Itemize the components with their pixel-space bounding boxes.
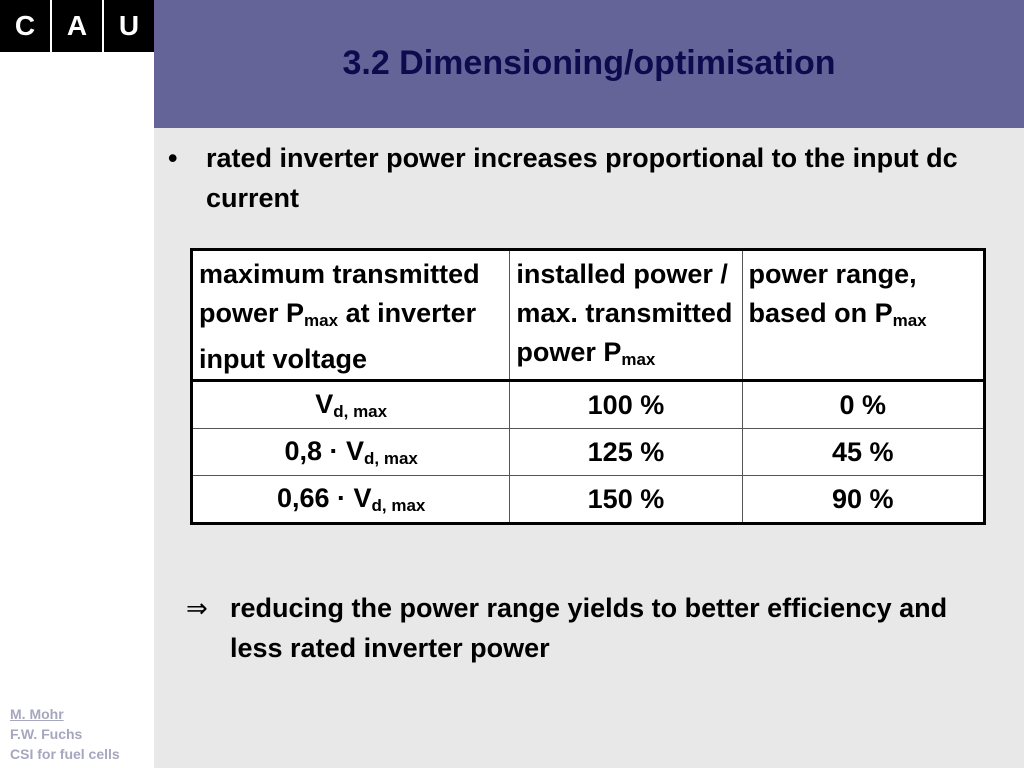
cell-voltage: $0,8 \cdot V_{d, max}$: [192, 429, 510, 476]
implies-arrow-icon: ⇒: [186, 593, 208, 623]
conclusion: [186, 588, 986, 668]
table-row: [192, 429, 985, 476]
cell-installed-power: 100 %: [510, 381, 742, 429]
cell-installed-power: 125 %: [510, 429, 742, 476]
footer-coauthor: F.W. Fuchs: [10, 726, 83, 742]
cell-power-range: 90 %: [742, 476, 984, 524]
bullet-text: rated inverter power increases proportional to the input dc current: [206, 143, 958, 213]
header-max-transmitted-power: maximum transmitted power $P_{max}$ at inverter input voltage: [192, 250, 510, 381]
dimensioning-table: [190, 248, 986, 525]
logo-letter-c: C: [0, 0, 52, 52]
footer-author-link[interactable]: M. Mohr: [10, 706, 64, 722]
title-bar: [154, 0, 1024, 128]
slide-content: [154, 128, 1024, 768]
footer-topic: CSI for fuel cells: [10, 746, 120, 762]
footer: [10, 704, 120, 764]
table-header-row: [192, 250, 985, 381]
bullet-marker: •: [168, 143, 178, 173]
cell-power-range: 45 %: [742, 429, 984, 476]
sidebar: [0, 0, 154, 768]
logo-letter-u: U: [118, 10, 140, 41]
header-power-range: power range, based on $P_{max}$: [742, 250, 984, 381]
table-row: [192, 476, 985, 524]
cau-logo: [0, 0, 154, 52]
cell-voltage: $0,66 \cdot V_{d, max}$: [192, 476, 510, 524]
slide-title: 3.2 Dimensioning/optimisation: [342, 44, 836, 82]
logo-letter-a: A: [52, 0, 104, 52]
header-installed-power: installed power / max. transmitted power $P_{max}$: [510, 250, 742, 381]
cell-installed-power: 150 %: [510, 476, 742, 524]
bullet-point: [166, 138, 986, 218]
conclusion-text: reducing the power range yields to better efficiency and less rated inverter power: [230, 593, 948, 663]
cell-voltage: $V_{d, max}$: [192, 381, 510, 429]
cell-power-range: 0 %: [742, 381, 984, 429]
table-row: [192, 381, 985, 429]
